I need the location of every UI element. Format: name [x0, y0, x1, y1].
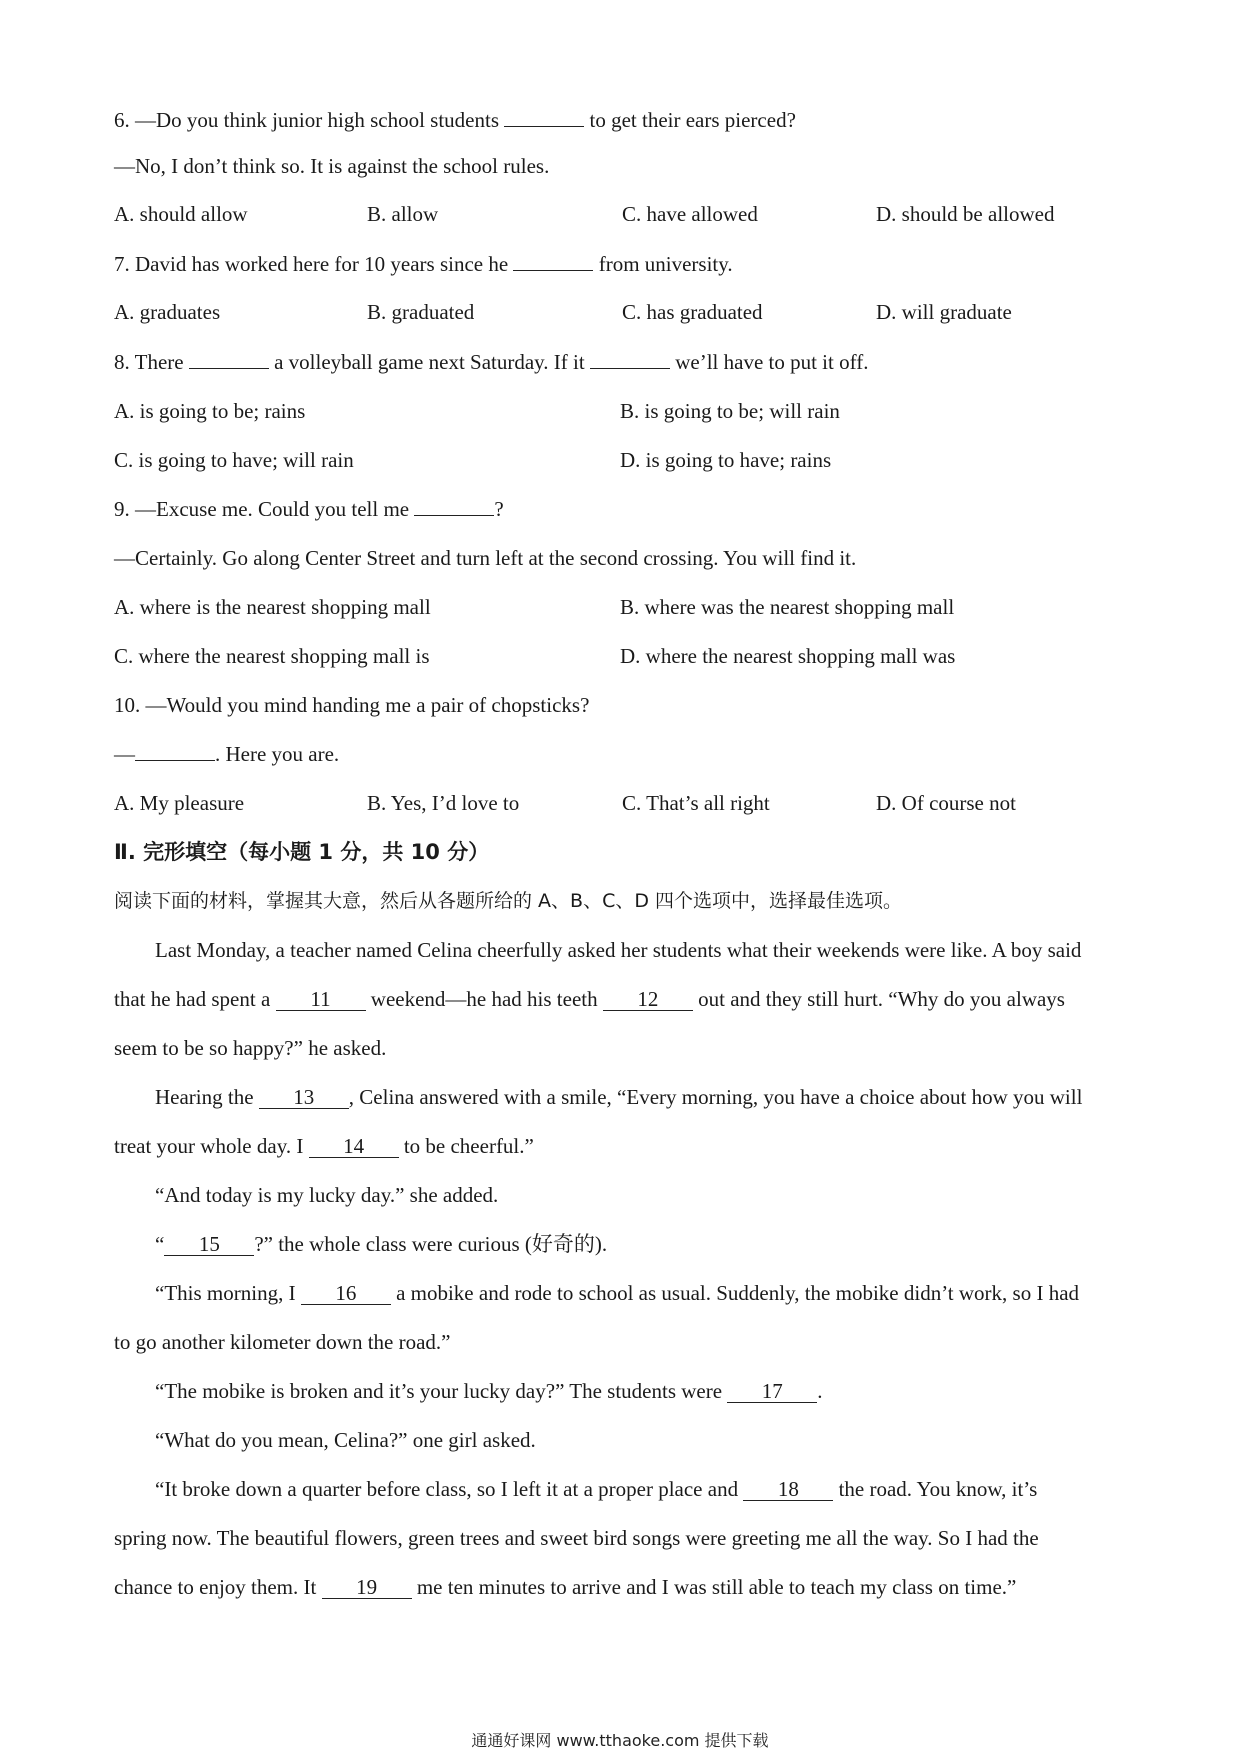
passage-line: Hearing the 13 , Celina answered with a smile, “Every morning, you have a choice about how you will — [155, 1085, 1083, 1109]
q7-option-d[interactable]: D. will graduate — [876, 300, 1012, 324]
answer-blank[interactable] — [135, 740, 215, 761]
q10-option-d[interactable]: D. Of course not — [876, 791, 1016, 815]
cloze-blank-14[interactable]: 14 — [309, 1135, 399, 1158]
q6-option-b[interactable]: B. allow — [367, 202, 439, 226]
cloze-blank-16[interactable]: 16 — [301, 1282, 391, 1305]
question-6-reply: —No, I don’t think so. It is against the school rules. — [114, 154, 550, 178]
cloze-blank-17[interactable]: 17 — [727, 1380, 817, 1403]
q10-option-a[interactable]: A. My pleasure — [114, 791, 245, 815]
passage-line: “What do you mean, Celina?” one girl asked. — [155, 1428, 536, 1452]
question-7-stem: 7. David has worked here for 10 years since he from university. — [114, 252, 733, 276]
q10-option-c[interactable]: C. That’s all right — [622, 791, 770, 815]
section-instruction: 阅读下面的材料，掌握其大意，然后从各题所给的 A、B、C、D 四个选项中，选择最佳选项。 — [114, 890, 903, 912]
answer-blank[interactable] — [504, 106, 584, 127]
q9-option-c[interactable]: C. where the nearest shopping mall is — [114, 644, 430, 668]
q7-option-c[interactable]: C. has graduated — [622, 300, 763, 324]
q10-option-b[interactable]: B. Yes, I’d love to — [367, 791, 520, 815]
q9-option-b[interactable]: B. where was the nearest shopping mall — [620, 595, 955, 619]
cloze-blank-18[interactable]: 18 — [743, 1478, 833, 1501]
question-6-stem: 6. —Do you think junior high school students to get their ears pierced? — [114, 108, 796, 132]
passage-line: “This morning, I 16 a mobike and rode to school as usual. Suddenly, the mobike didn’t work, so I had — [155, 1281, 1080, 1305]
cloze-blank-11[interactable]: 11 — [276, 988, 366, 1011]
q8-option-a[interactable]: A. is going to be; rains — [114, 399, 306, 423]
question-9-reply: —Certainly. Go along Center Street and turn left at the second crossing. You will find it. — [114, 546, 857, 570]
answer-blank[interactable] — [414, 495, 494, 516]
question-8-stem: 8. There a volleyball game next Saturday. If it we’ll have to put it off. — [114, 350, 869, 374]
answer-blank[interactable] — [590, 348, 670, 369]
q7-option-b[interactable]: B. graduated — [367, 300, 475, 324]
passage-line: “And today is my lucky day.” she added. — [155, 1183, 499, 1207]
question-9-stem: 9. —Excuse me. Could you tell me ? — [114, 497, 504, 521]
passage-line: seem to be so happy?” he asked. — [114, 1036, 387, 1060]
cloze-blank-15[interactable]: 15 — [164, 1233, 254, 1256]
q8-option-b[interactable]: B. is going to be; will rain — [620, 399, 840, 423]
passage-line: that he had spent a 11 weekend—he had his teeth 12 out and they still hurt. “Why do you always — [114, 987, 1065, 1011]
q8-option-d[interactable]: D. is going to have; rains — [620, 448, 832, 472]
question-10-stem: 10. —Would you mind handing me a pair of chopsticks? — [114, 693, 590, 717]
page-footer: 通通好课网 www.tthaoke.com 提供下载 — [471, 1731, 769, 1750]
passage-line: to go another kilometer down the road.” — [114, 1330, 451, 1354]
passage-line: Last Monday, a teacher named Celina cheerfully asked her students what their weekends were like. A boy said — [155, 938, 1082, 962]
cloze-blank-12[interactable]: 12 — [603, 988, 693, 1011]
q6-option-d[interactable]: D. should be allowed — [876, 202, 1055, 226]
q7-option-a[interactable]: A. graduates — [114, 300, 221, 324]
cloze-blank-13[interactable]: 13 — [259, 1086, 349, 1109]
q9-option-d[interactable]: D. where the nearest shopping mall was — [620, 644, 956, 668]
question-10-reply: — . Here you are. — [114, 742, 340, 766]
cloze-blank-19[interactable]: 19 — [322, 1576, 412, 1599]
passage-line: chance to enjoy them. It 19 me ten minutes to arrive and I was still able to teach my class on time.” — [114, 1575, 1017, 1599]
passage-line: “The mobike is broken and it’s your lucky day?” The students were 17 . — [155, 1379, 823, 1403]
passage-line: “ 15 ?” the whole class were curious (好奇的). — [155, 1232, 608, 1256]
passage-line: spring now. The beautiful flowers, green trees and sweet bird songs were greeting me all the way. So I had the — [114, 1526, 1039, 1550]
answer-blank[interactable] — [189, 348, 269, 369]
q8-option-c[interactable]: C. is going to have; will rain — [114, 448, 354, 472]
q6-option-c[interactable]: C. have allowed — [622, 202, 758, 226]
answer-blank[interactable] — [513, 250, 593, 271]
passage-line: “It broke down a quarter before class, so I left it at a proper place and 18 the road. You know, it’s — [155, 1477, 1038, 1501]
passage-line: treat your whole day. I 14 to be cheerful.” — [114, 1134, 534, 1158]
q6-option-a[interactable]: A. should allow — [114, 202, 248, 226]
q9-option-a[interactable]: A. where is the nearest shopping mall — [114, 595, 431, 619]
section-title: Ⅱ. 完形填空（每小题 1 分，共 10 分） — [114, 840, 490, 864]
